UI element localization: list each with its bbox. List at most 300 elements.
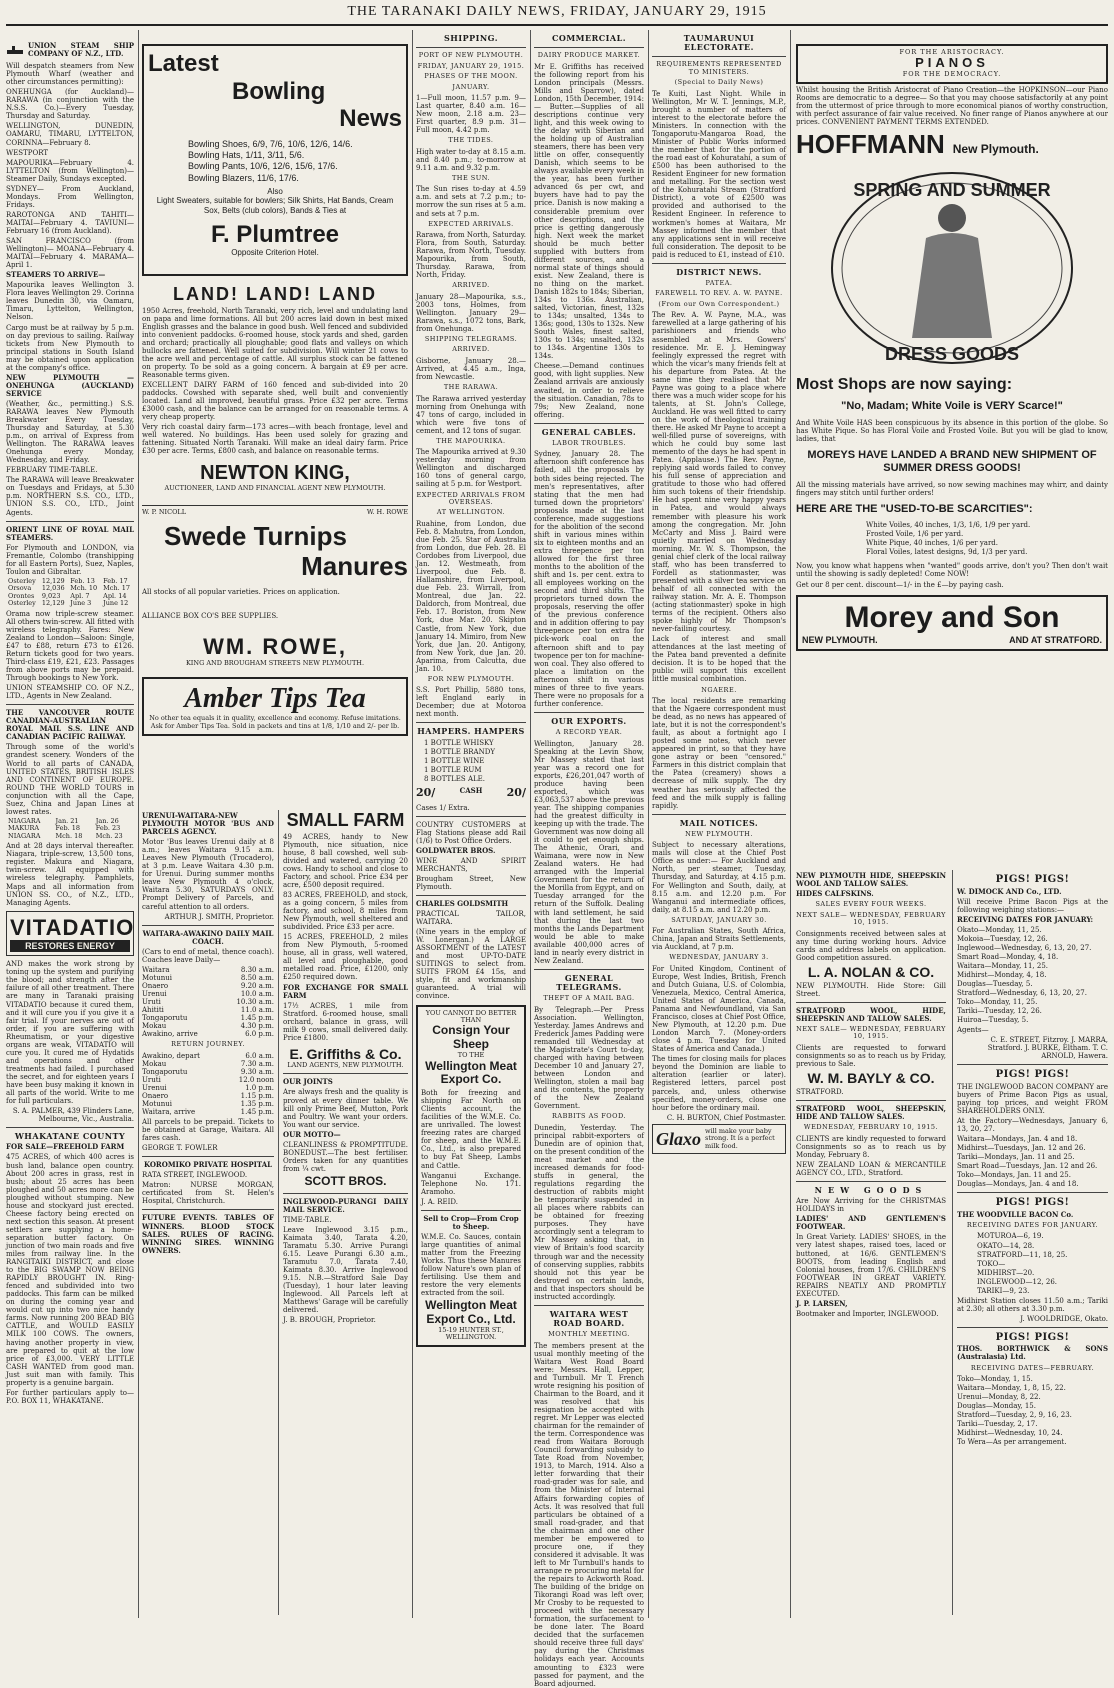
sun-text: The Sun rises to-day at 4.59 a.m. and sets at 7.2 p.m.; to-morrow the sun rises at 5 a.m. and sets at 7 p.m. xyxy=(416,185,526,218)
timetable-text: The RARAWA will leave Breakwater on Tuesdays and Fridays, at 5.30 p.m. NORTHERN S.S. CO., LTD., UNION S.S. CO., LTD., Joint Agents. xyxy=(6,476,134,517)
requirements-text: Te Kuiti, Last Night. While in Wellington, Mr W. T. Jennings, M.P., brought a number of matters of interest to the electorate before the Ministers. In connection with the Tongaporutu-Mangaroa Road, the Minister of Public Works informed the member that for the portion of the road east of Kohuratahi, a sum of £500 has been authorised to the Resident Engineer for new formation and metalling. For the section west of the Kohuratahi Stream (Stratford District), a vote of £2500 was provided and authorised to the Resident Engineer. In reference to workmen's homes at Waitara, Mr Massey informed the member that any applications sent in will receive full consideration. The deposit to be paid is reduced to £1, instead of £10. xyxy=(652,89,786,259)
vitadatio-text: AND makes the work strong by toning up the system and purifying the blood; and strength after the failure of all other treatment. There are many in Taranaki praising VITADATIO because it cured them, and it will cure you if you give it a fair trial. If your nerves are out of order, if you are suffering with Rheumatism, or your digestive organs are weak, VITADATIO will cure you. It cured me of Hydatids and operations and other treatments had failed. I purchased the secret, and for eighteen years I have been busy making it known in all parts of the world. Write to me for full particulars. xyxy=(6,960,134,1106)
dimock-text: Will receive Prime Bacon Pigs at the following weighing stations:— xyxy=(957,897,1108,914)
scarcity-item: Floral Voiles, latest designs, 9d, 1/3 per yard. xyxy=(866,548,1028,557)
np-hide-text: Consignments received between sales at any time during working hours. Advice cards and address labels on application. Good competition assured. xyxy=(796,929,946,962)
farm-1: 49 ACRES, handy to New Plymouth, nice situation, nice house, 8 ball cowshed, well sub-divided and watered, carrying 20 cows. Handy to school and close to Factory, and school. Price £34 per acre, £500 deposit required. xyxy=(283,832,408,889)
goldwater-address: Brougham Street, New Plymouth. xyxy=(416,874,526,891)
stop-time: 9.20 a.m. xyxy=(240,981,274,990)
arrived-text: January 28—Mapourika, s.s., 2003 tons, Holmes, from Wellington. January 29—Rarawa, s.s., 1072 tons, Bark, from Onehunga. xyxy=(416,292,526,333)
cell-auckland: Jan. 26 xyxy=(95,816,119,825)
newton-king-sub: AUCTIONEER, LAND AND FINANCIAL AGENT NEW PLYMOUTH. xyxy=(164,483,386,492)
bowling-title-latest: Latest xyxy=(148,50,219,77)
moreys-landed: MOREYS HAVE LANDED A BRAND NEW SHIPMENT OF SUMMER DRESS GOODS! xyxy=(807,449,1097,474)
column-rule xyxy=(412,30,413,1618)
receiving-item: Smart Road—Monday, 4, 18. xyxy=(957,952,1059,961)
overseas-text: Ruahine, from London, due Feb. 8. Mahutra, from London, due Feb. 25. Star of Australia from London, due Feb. 28. El Cordobes from Liverpool, due Jan. 12. Westmeath, from Liverpool, due Feb. 8. Hallamshire, from Liverpool, due Feb. 23. Wirrall, from Montreal, due Jan. 22. Daldorch, from Montreal, due Feb. 17. Boriston, from New York, due Mar. 20. Skipton Castle, from New York, due January 14. Mimiro, from New York, due Jan. 20. Antigony, from New York, due Jan. 20. Aparima, from Calcutta, due Jan. 10. xyxy=(416,519,526,673)
receiving-item: Waitara—Monday, 11, 25. xyxy=(957,961,1049,970)
stop-name: Mokau xyxy=(142,1022,167,1031)
vitadatio-signature: S. A. PALMER, 439 Flinders Lane, Melbourne, Vic., Australia. xyxy=(12,1107,134,1124)
expected-heading: EXPECTED ARRIVALS. xyxy=(428,219,514,228)
cell-tons: 12,129 xyxy=(41,599,65,608)
stop-time: 6.0 p.m. xyxy=(245,1030,274,1039)
canadian-schedule-table xyxy=(6,818,134,840)
patea-correspondent: (From our Own Correspondent.) xyxy=(658,299,780,308)
scott-bros: SCOTT BROS. xyxy=(304,1173,387,1188)
coach-row xyxy=(142,990,274,998)
now-text: Now, you know what happens when "wanted" goods arrive, don't you? Then don't wait until the showing is sadly depleted! Come NOW! xyxy=(796,562,1108,579)
stop-time: 10.0 a.m. xyxy=(240,989,274,998)
consign-text: Both for freezing and shipping Far North on Clients account, the facilities of the W.M.E. Co. are unrivalled. The lowest freezing rates are charged for sheep, and the W.M.E. Co., Ltd., is also prepared to buy Fat Sheep, Lambs and Cattle. xyxy=(421,1089,521,1170)
discount-text: Get our 8 per cent. discount—1/- in the £—by paying cash. xyxy=(796,580,1004,589)
woodville-item: TOKO— xyxy=(977,1259,1006,1268)
stratford-next: NEXT SALE— WEDNESDAY, FEBRUARY 10, 1915. xyxy=(796,1025,946,1041)
cell-sydney: Feb. 13 xyxy=(70,576,95,585)
requirements-sub: (Special to Daily News) xyxy=(674,78,764,87)
np-hide-sub: HIDES CALFSKINS. xyxy=(796,889,874,899)
mapourika-text: The Mapourika arrived at 9.30 yesterday morning from Wellington and discharged 160 tons of general cargo, sailing at 5 p.m. for Westport. xyxy=(416,448,526,489)
return-heading: RETURN JOURNEY. xyxy=(171,1040,245,1049)
column-shipping-ads xyxy=(6,30,134,1618)
nicoll-name: W. P. NICOLL xyxy=(142,508,187,516)
nolan-sub: NEW PLYMOUTH. Hide Store: Gill Street. xyxy=(796,981,946,998)
stop-time: 4.30 p.m. xyxy=(240,1022,274,1031)
pigs-heading-4: PIGS! PIGS! xyxy=(995,1331,1070,1343)
scarcities-list xyxy=(796,521,1108,556)
receiving-item: Huiroa—Tuesday, 5. xyxy=(957,1016,1029,1025)
cell-melb: Feb. 17 xyxy=(103,576,128,585)
column-commercial xyxy=(534,30,644,1688)
cables-heading: GENERAL CABLES. xyxy=(541,426,637,437)
stop-name: Uruti xyxy=(142,997,161,1006)
piano-democracy: FOR THE DEMOCRACY. xyxy=(902,70,1002,79)
overseas-heading: EXPECTED ARRIVALS FROM OVERSEAS. xyxy=(416,490,526,506)
newton-king-name: NEWTON KING, xyxy=(200,461,350,484)
farm-4: 17½ ACRES, 1 mile from Stratford. 6-roomed house, small orchard, balance in grass, will milk 9 cows, small delivered daily. Price £1800. xyxy=(283,1001,408,1042)
stratford2-date: WEDNESDAY, FEBRUARY 10, 1915. xyxy=(803,1123,939,1132)
factory-item: Toko—Mondays, Jan. 11 and 25. xyxy=(957,1171,1071,1180)
cell-name: Osterley xyxy=(8,576,36,585)
np-hide-next: NEXT SALE— WEDNESDAY, FEBRUARY 10, 1915. xyxy=(796,910,946,927)
onehunga-service-heading: NEW PLYMOUTH — ONEHUNGA (AUCKLAND) SERVICE xyxy=(6,372,134,398)
stratford-heading: STRATFORD WOOL, HIDE, SHEEPSKIN AND TALLOW SALES. xyxy=(796,1005,946,1023)
hamper-item: 1 BOTTLE WINE xyxy=(424,756,485,765)
mapourika-heading: THE MAPOURIKA. xyxy=(436,436,506,445)
stop-time: 10.30 a.m. xyxy=(236,997,274,1006)
column-2-lower xyxy=(142,810,274,1615)
consign-signature: J. A. REID. xyxy=(421,1197,458,1206)
bowling-price-item: Bowling Blazers, 11/6, 17/6. xyxy=(188,172,299,183)
cell-auckland: Mch. 23 xyxy=(95,831,123,840)
stop-name: Uruti xyxy=(142,1075,161,1084)
land-heading: LAND! LAND! LAND xyxy=(173,284,377,304)
mail-text: Subject to necessary alterations, mails will close at the Chief Post Office as under:— For Auckland and North, per steamer, Tuesday, Thursday, and Saturday, at 4.15 p.m. For Wellington and South, daily, at 8.15 a.m. and 12.20 p.m. For Wanganui and intermediate offices, daily, at 8.15 a.m. and 12.20 p.m. xyxy=(652,841,786,914)
newton-king-land-ad xyxy=(142,284,408,500)
column-hide-sales xyxy=(796,870,946,1615)
moon-phases: 1—Full moon, 11.57 p.m. 9—Last quarter, 8.40 a.m. 16—New moon, 2.18 a.m. 23—First quarter, 8.9 p.m. 31—Full moon, 4.42 p.m. xyxy=(416,94,526,135)
receiving-list xyxy=(957,926,1108,1025)
scarcity-item: Frosted Voile, 1/6 per yard. xyxy=(866,530,964,539)
cargo-notice: Cargo must be at railway by 5 p.m. on day previous to sailing. Railway tickets from New Plymouth to principal stations in South Island may be obtained upon application at the company's office. xyxy=(6,323,134,372)
np-hide-sales: SALES EVERY FOUR WEEKS. xyxy=(815,900,927,909)
sydney-service: SYDNEY— From Auckland, Mondays. From Wellington, Fridays. xyxy=(6,184,134,209)
return-row xyxy=(142,1076,274,1084)
steamers-arrive-heading: STEAMERS TO ARRIVE— xyxy=(6,270,106,280)
wellington-service: WELLINGTON, DUNEDIN, OAMARU, TIMARU, LYTTELTON, CORINNA—February 8. xyxy=(6,122,134,147)
hampers-heading: HAMPERS. HAMPERS xyxy=(417,726,525,737)
mail-heading: MAIL NOTICES. xyxy=(679,817,759,828)
district-news-heading: DISTRICT NEWS. xyxy=(676,266,762,277)
consign-pre: YOU CANNOT DO BETTER THAN xyxy=(425,1008,517,1024)
woodville-item: MOTUROA—6, 19. xyxy=(977,1232,1044,1241)
joints-heading: OUR JOINTS xyxy=(283,1077,333,1087)
glaxo-text: will make your baby strong. It is a perfect milk food. xyxy=(705,1126,775,1150)
stop-name: Onaero xyxy=(142,981,169,990)
stop-name: Motunui xyxy=(142,1099,172,1108)
hoffmann-logo: HOFFMANN xyxy=(796,129,945,160)
for-np-text: S.S. Port Phillip, 5880 tons, left England early in December; due at Motoroa next month. xyxy=(416,686,526,719)
whakatane-heading: WHAKATANE COUNTY xyxy=(14,1131,126,1142)
rabbits-text: Dunedin, Yesterday. The principal rabbit-exporters of Dunedin are of opinion that, on the present condition of the meat market and the increased demands for food-stuffs in general, the regulations regarding the destruction of rabbits might be temporarily suspended in all places where rabbits can be obtained for freezing purposes. They have accordingly sent a telegram to Mr Massey asking that, in view of Britain's food scarcity through war and the necessity of conserving supplies, rabbits should not this year be destroyed on certain lands, and that inspectors should be instructed accordingly. xyxy=(534,1123,644,1301)
country-customers: COUNTRY CUSTOMERS at Flag Stations please add Rail (1/6) to Post Office Orders. xyxy=(416,820,526,845)
cell-tons: 12,036 xyxy=(41,584,65,593)
coach-row xyxy=(142,966,274,974)
waitara-heading: WAITARA WEST ROAD BOARD. xyxy=(549,1308,629,1328)
receiving-heading: RECEIVING DATES FOR JANUARY: xyxy=(957,914,1094,924)
bowling-price-item: Bowling Hats, 1/11, 3/11, 5/6. xyxy=(188,150,305,161)
dress-goods-illustration xyxy=(796,168,1108,368)
receiving-item: Inglewood—Wednesday, 6, 13, 20, 27. xyxy=(957,943,1092,952)
woodville-item: MIDHIRST—20. xyxy=(977,1268,1035,1277)
stop-time: 7.30 a.m. xyxy=(240,1059,274,1068)
column-rule xyxy=(790,30,791,1618)
factory-item: Smart Road—Tuesdays, Jan. 12 and 26. xyxy=(957,1162,1098,1171)
timetable-heading: FEBRUARY TIME-TABLE. xyxy=(6,466,98,475)
orient-row xyxy=(6,600,134,607)
stop-time: 1.0 p.m. xyxy=(245,1083,274,1092)
inglewood-mail-signature: J. B. BROUGH, Proprietor. xyxy=(283,1316,376,1325)
bowling-price-item: Bowling Pants, 10/6, 12/6, 15/6, 17/6. xyxy=(188,161,338,172)
mail-tail: The times for closing mails for places beyond the Dominion are liable to alteration (earlier or later). Registered letters, parcel post parcels, and, unless otherwise specified, money-orders, close one hour before the ordinary mail. xyxy=(652,1055,786,1112)
hospital-heading: KOROMIKO PRIVATE HOSPITAL xyxy=(143,1160,273,1170)
new-goods-heading: NEW GOODS xyxy=(814,1185,928,1196)
cell-tons: 12,129 xyxy=(41,576,65,585)
mapourika-service: MAPOURIKA—February 4. LYTTELTON (from Wellington)—Steamer Daily, Sundays excepted. xyxy=(6,158,134,183)
scarcity-item: White Pique, 40 inches, 1/6 per yard. xyxy=(866,539,999,548)
labour-text: Sydney, January 28. The afternoon shift conference has failed, all the proposals by both sides being rejected. The men's representatives, after stating that the men had turned down the proprietors' proposals made at the last conference, made suggestions for the abolition of the second shift in various mines within six to eighteen months and an extra threepence per ton allowed for the first three months to the abolition of the shift and 1s. per cent. extra to all employees working on the second and third shifts. The proprietors turned down the proposals, reserving the offer of the previous conference and in addition offering to pay threepence per ton extra for pick-work coal on the afternoon shift and to pay twopence per ton for machine-won coal. They also offered to place a limitation on the afternoon shift in various mines of three to five years. There were no proposals for a further conference. xyxy=(534,450,644,708)
union-steamship-heading: UNION STEAM SHIP COMPANY OF N.Z., LTD. xyxy=(28,41,134,59)
factory-dates: At the Factory—Wednesdays, January 6, 13, 20, 27. xyxy=(957,1117,1108,1134)
farm-2: 83 ACRES, FREEHOLD, and stock, as a going concern, 5 miles from factory, and school, 8 miles from New Plymouth, well sheltered and subdivided. Price £33 per acre. xyxy=(283,891,408,932)
consign-telephone: Wanganui Exchange. Telephone No. 171. Aramoho. xyxy=(421,1171,521,1196)
goldsmith-name: CHARLES GOLDSMITH xyxy=(416,898,509,908)
coach-timetable xyxy=(142,966,274,1038)
griffiths-name: E. Griffiths & Co. xyxy=(289,1045,402,1062)
moon-month: JANUARY. xyxy=(452,82,490,91)
cell-name: NIAGARA xyxy=(8,831,41,840)
cell-name: Orontes xyxy=(8,591,35,600)
goldsmith-text: (Nine years in the employ of W. Lonergan.) A LARGE ASSORTMENT of the LATEST and most UP-TO-DATE SUITINGS to select from. SUITS FROM £4 15s, and style, fit and workmanship guaranteed. A trial will convince. xyxy=(416,928,526,1001)
coach-subheading: (Cars to end of metal, thence coach). Coaches leave Daily— xyxy=(142,947,274,964)
dairy-text: Mr E. Griffiths has received the following report from his London principals (Messrs. Mills and Sparrow), dated London, 15th December, 1914:— Butter.—Supplies of all descriptions continue very light, and this week owing to the delay with Siberian and the holding up of Australian steamers, there has been very little on offer, consequently Danish, which seems to be always available every week in the year, has been further advanced 6s per cwt, and buyers have had to pay the price. Danish is now making a considerable premium over other descriptions, and the price is getting dangerously high. Next week the market should be much better supplied with butters from different sources, and a normal state of things should exist. New Zealand, there is no thing on the market. Danish 182s to 184s; Siberian, 134s to 136s. Australian, salted, Victorian, finest, 132s to 134s; unsalted, 134s to 136s; good, 130s to 132s. New South Wales, finest salted, 130s to 134s; unsalted, 132s to 134s. Argentine 130s to 134s. xyxy=(534,62,644,361)
borthwick-item: Waitara—Monday, 1, 8, 15, 22. xyxy=(957,1384,1066,1393)
nolan-name: L. A. NOLAN & CO. xyxy=(807,963,935,980)
bowling-title-bowling: Bowling xyxy=(232,77,326,105)
morey-city-right: AND AT STRATFORD. xyxy=(1009,635,1102,646)
footwear-heading: LADIES' AND GENTLEMEN'S FOOTWEAR. xyxy=(796,1214,946,1232)
canadian-route-text: Through some of the world's grandest scenery. Wonders of the World to all parts of CANADA, UNITED STATES, BRITISH ISLES AND CONTINENT OF EUROPE. ROUND THE WORLD TOURS in conjunction with all the Cape, Suez, China and Japan Lines at lowest rates. xyxy=(6,743,134,816)
sanfran-service: SAN FRANCISCO (from Wellington)— MOANA—February 4. MAITAI—February 4. MARAMA—April 1. xyxy=(6,237,134,270)
wm-rowe-name: WM. ROWE, xyxy=(203,634,347,660)
bayly-sub: STRATFORD. xyxy=(796,1088,844,1097)
port-heading: PORT OF NEW PLYMOUTH. xyxy=(418,51,524,60)
receiving-item: Okato—Monday, 11, 25. xyxy=(957,925,1042,934)
hoffmann-city: New Plymouth. xyxy=(952,142,1039,157)
farm-sale-text: 475 ACRES, of which 400 acres is bush land, balance open country. About 200 acres in grass, rest in bush; about 25 acres has been ploughed and 50 acres more can be ploughed without stumping. New house and stockyard just erected. Cheese factory being erected on next section this season. At present settlers are supplying a home-separation butter factory. On junction of two main roads and five miles from railway line. In the RANGITAIKI DISTRICT, and close to the BIG SWAMP NOW BEING RAPIDLY BROUGHT IN. Ring-fenced and subdivided into two paddocks. This farm can be milked on during the coming year and would cut up into two nice handy farms. Now running 200 BEAD BIG CATTLE, and WOULD EASILY MILK 100 COWS. The owners, having another property in view, are prepared to quit at the low price of £3,000. VERY LITTLE CASH WANTED from good man. Just suit man with family. This property is a genuine bargain. xyxy=(6,1153,134,1387)
stratford-text: Clients are requested to forward consignments so as to reach us by Friday, previous to Sale. xyxy=(796,1043,946,1069)
consign-heading: Consign Your Sheep xyxy=(432,1023,510,1052)
plumtree-name: F. Plumtree xyxy=(210,220,340,248)
general-telegrams-heading: GENERAL TELEGRAMS. xyxy=(556,972,622,993)
manures-title: Manures xyxy=(301,551,408,582)
borthwick-item: Stratford—Tuesday, 2, 9, 16, 23. xyxy=(957,1411,1072,1420)
theft-text: By Telegraph.—Per Press Association. Wellington, Yesterday. James Andrews and Frederick James Padding were remanded till Wednesday at the Magistrate's Court to-day, charged with having between December 10 and January 27, between London and Wellington, stolen a mail bag and its contents, the property of the New Zealand Government. xyxy=(534,1005,644,1111)
stratford2-text: CLIENTS are kindly requested to forward Consignments so as to reach us by Monday, February 8. xyxy=(796,1134,946,1159)
stop-name: Waitara xyxy=(142,965,170,974)
amber-tips-title: Amber Tips Tea xyxy=(184,683,366,715)
glaxo-logo: Glaxo xyxy=(656,1128,701,1149)
receiving-item: Douglas—Tuesday, 5. xyxy=(957,979,1033,988)
cheese-text: Cheese.—Demand continues good, with light supplies. New Zealand arrivals are anxiously awaited, in order to relieve the situation. Canadian, 78s to 79s; New Zealand, none offering. xyxy=(534,362,644,419)
factory-item: Midhirst—Tuesdays, Jan. 12 and 26. xyxy=(957,1144,1086,1153)
requirements-heading: REQUIREMENTS REPRESENTED TO MINISTERS. xyxy=(656,60,782,76)
stop-time: 8.30 a.m. xyxy=(240,965,274,974)
piano-aristocracy: FOR THE ARISTOCRACY. xyxy=(899,48,1005,56)
woodville-item: OKATO—14, 28. xyxy=(977,1241,1035,1250)
masthead: THE TARANAKI DAILY NEWS, FRIDAY, JANUARY 29, 1915 xyxy=(347,4,767,19)
cell-sydney: Apl. 7 xyxy=(70,591,90,600)
stop-time: 1.15 p.m. xyxy=(240,1091,274,1100)
hospital-text: Matron: NURSE MORGAN, certificated from St. Helen's Hospital, Christchurch. xyxy=(142,1181,274,1206)
return-timetable xyxy=(142,1052,274,1116)
return-row xyxy=(142,1108,274,1116)
receiving-item: Toko—Monday, 11, 25. xyxy=(957,998,1038,1007)
motto-text: CLEANLINESS & PROMPTITUDE. BONEDUST.—The best fertiliser. Orders taken for any quantities from ¼ cwt. xyxy=(283,1140,408,1173)
column-3-lower xyxy=(278,810,408,1615)
cell-sydney: Mch. 10 xyxy=(70,584,98,593)
orient-line-text: For Plymouth and LONDON, via Fremantle, Colombo (transhipping for all Eastern Ports), Suez, Naples, Toulon and Gibraltar. xyxy=(6,543,134,576)
labour-heading: LABOR TROUBLES. xyxy=(552,438,626,447)
morey-city-left: NEW PLYMOUTH. xyxy=(802,635,878,646)
inglewood-mail-text: Leave Inglewood 3.15 p.m., Kaimata 3.40, Tarata 4.20, Taramatu 5.30. Arrive Purangi 6.15. Leave Purangi 6.30 a.m., Taramutu 7.0, Tarata 7.40, Kaimata 8.30. Arrive Inglewood 9.15. N.B.—Stratford Sale Day (Tuesday), 1 hour later leaving Inglewood. All Parcels left at Matthews' Garage will be carefully delivered. xyxy=(283,1225,408,1315)
receiving-item: Mokoia—Tuesday, 12, 26. xyxy=(957,934,1048,943)
goldsmith-sub: PRACTICAL TAILOR, WAITARA. xyxy=(416,909,526,927)
spring-summer-text: SPRING AND SUMMER xyxy=(853,180,1051,200)
cell-name: MAKURA xyxy=(8,824,40,833)
mail-signature: C. H. BURTON, Chief Postmaster. xyxy=(666,1113,786,1122)
woodridge-signature: J. WOOLDRIDGE, Okato. xyxy=(1020,1314,1108,1323)
exports-heading: OUR EXPORTS. xyxy=(551,715,627,726)
borthwick-heading: RECEIVING DATES—FEBRUARY. xyxy=(970,1363,1095,1372)
pigs-heading-2: PIGS! PIGS! xyxy=(995,1069,1070,1081)
hospital-sub: RATA STREET, INGLEWOOD. xyxy=(142,1171,248,1180)
woodville-name: THE WOODVILLE BACON Co. xyxy=(957,1209,1074,1219)
nz-loan: NEW ZEALAND LOAN & MERCANTILE AGENCY CO., LTD., Stratford. xyxy=(796,1160,946,1177)
receiving-item: Stratford—Wednesday, 6, 13, 20, 27. xyxy=(957,989,1087,998)
borthwick-item: Tariki—Tuesday, 2, 17. xyxy=(957,1420,1038,1429)
borthwick-item: Urenui—Monday, 8, 22. xyxy=(957,1393,1041,1402)
telegrams-heading: SHIPPING TELEGRAMS. xyxy=(424,335,518,344)
commercial-heading: COMMERCIAL. xyxy=(551,33,627,43)
orient-fares: Orama now triple-screw steamer. All others twin-screw. All fitted with wireless telegraphy. Fares: New Zealand to London—Saloon: Single, £47 to £88, return £73 to £126. Return tickets good for two years. Third-class £19, £21, £23. Passages from above ports may be prepaid. Through bookings to New York. xyxy=(6,609,134,683)
cash-right: 20/ xyxy=(506,785,526,799)
cell-name: Orsova xyxy=(8,584,32,593)
woodville-list xyxy=(957,1232,1108,1294)
onehunga-service: ONEHUNGA (for Auckland)— RARAWA (in conjunction with the N.S.S. Co.)—Every Tuesday, Thursday and Saturday. xyxy=(6,88,134,121)
motor-bus-text: Motor 'Bus leaves Urenui daily at 8 a.m.; leaves Waitara 9.15 a.m. Leaves New Plymouth (Trocadero), at 3 p.m. Leave Waitara 4.30 p.m. for Urenui. During summer months leave New Plymouth 4 o'clock, Waitara 5.30, SATURDAYS ONLY. Prompt Delivery of Parcels, and careful attention to all orders. xyxy=(142,838,274,911)
bowling-price-item: Bowling Shoes, 6/9, 7/6, 10/6, 12/6, 14/6. xyxy=(188,138,353,149)
mail-wednesday-text: For United Kingdom, Continent of Europe, West Indies, British, French and Dutch Guiana, U.S. of Colombia, Venezuela, Mexico, Central America, United States of America, Canada, Panama and Newfoundland, via San Francisco, closes at Chief Post Office, New Plymouth, at 12.20 p.m. Due London March 7. (Money-orders close 4 p.m. Tuesday for United States of America and Canada.) xyxy=(652,964,786,1054)
coach-row xyxy=(142,1006,274,1014)
mail-sub: NEW PLYMOUTH. xyxy=(685,829,753,838)
stop-name: Tongaporutu xyxy=(142,1067,188,1076)
lady-dress-icon xyxy=(912,233,992,338)
coach-signature: GEORGE T. FOWLER xyxy=(142,1144,218,1153)
inglewood-mail-heading: INGLEWOOD-PURANGI DAILY MAIL SERVICE. xyxy=(283,1196,408,1214)
coach-row xyxy=(142,1030,274,1038)
consign-to: TO THE xyxy=(457,1051,485,1060)
overseas-sub: AT WELLINGTON. xyxy=(436,508,506,517)
piano-text: Whilst housing the British Aristocrat of Piano Creation—the HOPKINSON—our Piano Rooms are democratic to a degree— So that you may choose satisfactorily at any point from the uttermost of price through to more economical pianos of worthy construction, with perfect assurance of fair value received. No finer range of Pianos anywhere at our prices. CONVENIENT PAYMENT TERMS EXTENDED. xyxy=(796,85,1108,127)
stop-name: Awakino, depart xyxy=(142,1051,200,1060)
vitadatio-banner: RESTORES ENERGY xyxy=(10,940,130,952)
cell-melb: Mch. 17 xyxy=(103,584,131,593)
hamper-item: 8 BOTTLES ALE. xyxy=(424,774,485,783)
borthwick-item: Toko—Monday, 1, 15. xyxy=(957,1375,1033,1383)
factory-list xyxy=(957,1135,1108,1188)
farm-sale-heading: FOR SALE—FREEHOLD FARM xyxy=(6,1142,125,1152)
patea-text: The Rev. A. W. Payne, M.A., was farewelled at a large gathering of his parishioners and friends who assembled at Mrs. Gowers' residence. Mr. E. J. Hemingway feelingly expressed the regret with which the vicar's many friends felt at his departure from Patea. At the same time they realised that Mr Payne was going to a place where there was a much wider scope for his talents, at St. John's College, Auckland. He was well fitted to carry on the work of theological training there. He asked Mr Payne to accept a well-filled purse of sovereigns, with which he could buy some last memento of the days he had spent in Patea. (Applause.) The Rev. Payne, replying said words failed to convey his full sense of appreciation and gratitude to those who had offered him such tokens of their friendship. He had spent nine very happy years in Patea, and would always remember with pleasure his work among the congregation. Mr. John McCarty and Miss J. Baird were quietly married on Wednesday morning. Mr. W. S. Thompson, the genial chief clerk of the local railway staff, who has been transferred to Fordell as stationmaster, was presented with a silver tea service on behalf of all connected with the railway station. Mr. A. E. Thompson (acting stationmaster) spoke in high terms of the recipient. Others also spoke highly of Mr Thompson's never-failing courtesy. xyxy=(652,311,786,634)
bayly-name: W. M. BAYLY & CO. xyxy=(807,1070,935,1087)
bowling-title-news: News xyxy=(339,105,402,133)
coach-row xyxy=(142,998,274,1006)
cases-extra: Cases 1/ Extra. xyxy=(416,803,470,812)
stop-name: Onaero xyxy=(142,1091,169,1100)
land-text-2: EXCELLENT DAIRY FARM of 160 fenced and sub-divided into 20 paddocks. Cowshed with separate shed, well built and conveniently located. Land all improved, beautiful grass. Price £32 per acre. Terms £3000 cash, and the balance can be arranged for on reasonable terms. A very cheap property. xyxy=(142,381,408,422)
land-text-1: 1950 Acres, freehold, North Taranaki, very rich, level and undulating land on papa and lime formations. All but 200 acres laid down in best mixed English grasses and the balance in good bush. Well fenced and subdivided into convenient paddocks. 6-roomed house, stock yards and shed, garden and orchard; practically all ploughable; good flats and valleys on which bullocks are fattened. Well suited for subdivision. Will winter 21 cows to the acre well and percentage of cattle. All surplus stock can be fattened on property. To be sold as a going concern. A bargain at £9 per acre. Reasonable terms given. xyxy=(142,306,408,380)
exports-sub: A RECORD YEAR. xyxy=(555,728,623,737)
cash-left: 20/ xyxy=(416,785,436,799)
inglewood-mail-sub: TIME-TABLE. xyxy=(283,1215,332,1224)
motor-bus-signature: ARTHUR J. SMITH, Proprietor. xyxy=(164,912,274,921)
no-madam-quote: "No, Madam; White Voile is VERY Scarce!" xyxy=(841,400,1063,413)
stop-name: Waitara, arrive xyxy=(142,1108,196,1117)
electorate-heading: TAUMARUNUI ELECTORATE. xyxy=(683,33,755,53)
consign-company: Wellington Meat Export Co. xyxy=(425,1058,517,1087)
griffiths-sub: LAND AGENTS, NEW PLYMOUTH. xyxy=(287,1060,404,1069)
dairy-heading: DAIRY PRODUCE MARKET. xyxy=(537,51,641,60)
hamper-item: 1 BOTTLE WHISKY xyxy=(424,738,494,747)
amber-tips-text: No other tea equals it in quality, excellence and economy. Refuse imitations. Ask for Amber Tips Tea. Sold in packets and tins at 1/8, 1/10 and 2/- per lb. xyxy=(149,714,401,730)
stop-time: 1.45 p.m. xyxy=(240,1014,274,1023)
steamship-icon xyxy=(6,45,24,55)
goldwater-name: GOLDWATER BROS. xyxy=(416,845,496,855)
telegrams-text: Gisborne, January 28.—Arrived, at 4.45 a.m., Inga, from Newcastle. xyxy=(416,356,526,382)
telegrams-sub: ARRIVED. xyxy=(452,345,490,354)
canadian-row xyxy=(6,833,134,840)
for-np-heading: FOR NEW PLYMOUTH. xyxy=(427,674,515,683)
factory-item: Douglas—Mondays, Jan. 4 and 18. xyxy=(957,1180,1079,1189)
return-row xyxy=(142,1052,274,1060)
goldwater-sub: WINE AND SPIRIT MERCHANTS, xyxy=(416,856,526,873)
cash-label: CASH xyxy=(459,785,483,795)
rarawa-text: The Rarawa arrived yesterday morning from Onehunga with 47 tons of cargo, included in which were five tons of cement, and 12 tons of sugar. xyxy=(416,394,526,435)
patea-band: Lack of interest and small attendances at the last meeting of the Patea band prevented a definite decision. It is to be hoped that the public will support this excellent little musical combination. xyxy=(652,635,786,684)
coach-row xyxy=(142,1014,274,1022)
hamper-list xyxy=(416,739,526,783)
waitara-sub: MONTHLY MEETING. xyxy=(548,1330,630,1339)
stop-time: 6.0 a.m. xyxy=(245,1051,274,1060)
plumtree-address: Opposite Criterion Hotel. xyxy=(231,248,319,258)
bowling-advertisement xyxy=(142,44,408,276)
motor-bus-heading: URENUI-WAITARA-NEW PLYMOUTH MOTOR 'BUS AND PARCELS AGENCY. xyxy=(142,811,274,837)
factory-item: Waitara—Mondays, Jan. 4 and 18. xyxy=(957,1135,1078,1144)
woodville-item: STRATFORD—11, 18, 25. xyxy=(977,1250,1068,1259)
borthwick-item: Douglas—Monday, 15. xyxy=(957,1402,1036,1411)
column-rule xyxy=(530,30,531,1618)
shipping-intro: Will despatch steamers from New Plymouth Wharf (weather and other circumstances permitting): xyxy=(6,62,134,87)
cell-melb: Apl. 14 xyxy=(103,591,127,600)
larsen-sub: Bootmaker and Importer, INGLEWOOD. xyxy=(796,1309,939,1318)
woodville-heading: RECEIVING DATES FOR JANUARY. xyxy=(966,1221,1099,1229)
sell-company: Wellington Meat Export Co., Ltd. xyxy=(425,1298,517,1327)
future-events: FUTURE EVENTS. TABLES OF WINNERS. BLOOD STOCK SALES. RULES OF RACING. WINNING SIRES. WINNING OWNERS. xyxy=(142,1213,274,1255)
np-hide-heading: NEW PLYMOUTH HIDE, SHEEPSKIN WOOL AND TALLOW SALES. xyxy=(796,871,946,889)
receiving-item: Midhirst—Monday, 4, 18. xyxy=(957,970,1047,979)
rabbits-heading: RABBITS AS FOOD. xyxy=(552,1112,626,1121)
moon-heading: PHASES OF THE MOON. xyxy=(424,72,518,81)
ngaere-heading: NGAERE. xyxy=(701,685,737,694)
shipping-heading: SHIPPING. xyxy=(444,33,498,43)
canadian-route-heading: THE VANCOUVER ROUTE CANADIAN-AUSTRALIAN ROYAL MAIL S.S. LINE AND CANADIAN PACIFIC RAILWAY. xyxy=(6,708,134,742)
steamers-arrive-text: Mapourika leaves Wellington 3. Flora leaves Wellington 29. Corinna leaves Dunedin 30, via Oamaru, Timaru, Lyttelton, Wellington, Nelson. xyxy=(6,281,134,322)
column-morey-ads xyxy=(796,44,1108,866)
cell-name: Osterley xyxy=(8,599,36,608)
stop-time: 8.50 a.m. xyxy=(240,973,274,982)
cell-sydney: June 3 xyxy=(70,599,92,608)
stop-time: 9.30 a.m. xyxy=(240,1067,274,1076)
tides-heading: THE TIDES. xyxy=(448,136,494,145)
stop-time: 12.0 noon xyxy=(238,1075,274,1084)
cell-tons: 9,023 xyxy=(41,591,61,600)
stop-name: Awakino, arrive xyxy=(142,1030,198,1039)
stratford2-heading: STRATFORD WOOL, SHEEPSKIN, HIDE AND TALLOW SALES. xyxy=(796,1104,946,1122)
return-row xyxy=(142,1100,274,1108)
stop-name: Motunui xyxy=(142,973,172,982)
farm-3: 15 ACRES, FREEHOLD, 2 miles from New Plymouth, 5-roomed house, all in grass, well watered, all level and ploughable, good metalled road. Price, £1200, only £250 required down. xyxy=(283,933,408,982)
manure-text: All stocks of all popular varieties. Prices on application. xyxy=(142,588,340,597)
mail-saturday-text: For Australian States, South Africa, China, Japan and Straits Settlements, via Auckland, at 7 p.m. xyxy=(652,927,786,952)
ngaere-text: The local residents are remarking that the Ngaere correspondent must be dead, as no news has appeared of late, but it is not the correspondent's fault, as about a fortnight ago I posted some notes, which never appeared in print, so that they have gone astray or been "censored." Farmers in this district complain that the Patea (creamery) shows a decrease of milk supply. The dry weather has seriously affected the feed and the milk supply is falling rapidly. xyxy=(652,696,786,810)
coach-tail: All parcels to be prepaid. Tickets to be obtained at Garage, Waitara. All fares cash. xyxy=(142,1118,274,1143)
patea-sub: FAREWELL TO REV. A. W. PAYNE. xyxy=(655,289,783,298)
orient-schedule-table xyxy=(6,578,134,608)
sell-text: W.M.E. Co. Sauces, contain large quantities of animal matter from the Freezing Works. Thus these Manures follow Nature's own plan of fertilising. Use them and restore the very elements extracted from the soil. xyxy=(421,1232,521,1298)
theft-heading: THEFT OF A MAIL BAG. xyxy=(543,994,635,1003)
column-pigs xyxy=(952,870,1108,1615)
cell-sydney: Jan. 21 xyxy=(55,816,79,825)
coach-row xyxy=(142,982,274,990)
